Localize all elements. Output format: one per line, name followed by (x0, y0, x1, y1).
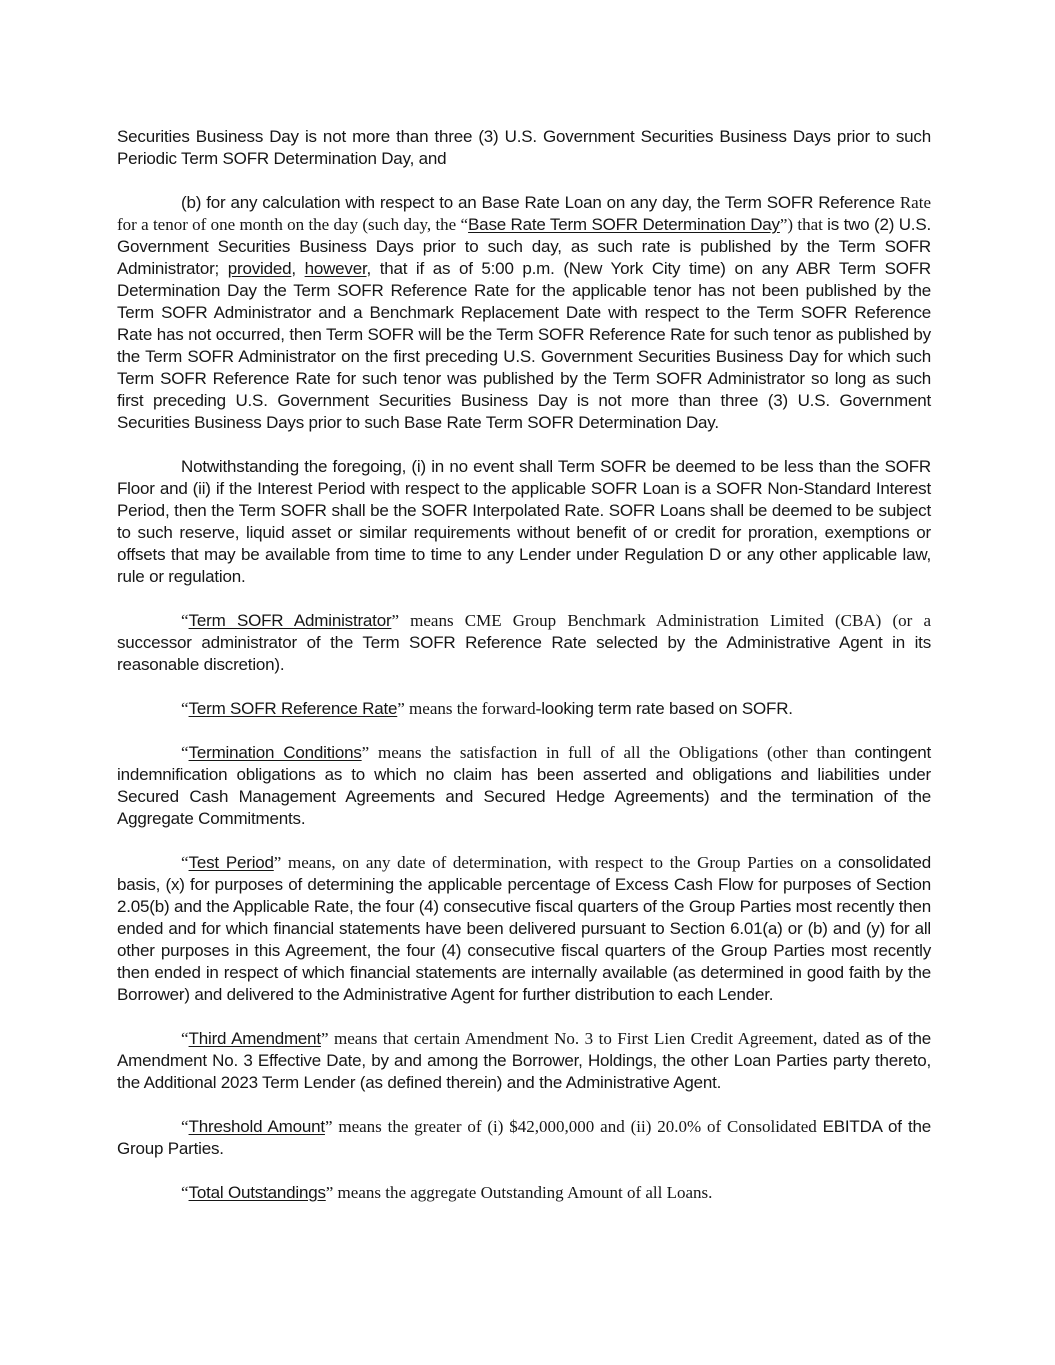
defined-term-term-sofr-reference-rate: Term SOFR Reference Rate (188, 699, 398, 718)
text-segment: consolidated basis, (x) for purposes of determining the applicable percentage of Excess Cash Flow for purposes of Section 2.05(b) and the Applicable Rate, the four (4) consecutive fiscal quarters of the Group Parties most recently then ended and for which financial statements have been delivered pursuant to Section 6.01(a) or (b) and (y) for all other purposes in this Agreement, the four (4) consecutive fiscal quarters of the Group Parties most recently then ended in respect of which financial statements are internally available (as determined in good faith by the Borrower) and delivered to the Administrative Agent for further distribution to each Lender. (117, 853, 931, 1004)
paragraph-notwithstanding (117, 456, 931, 588)
definition-threshold-amount (117, 1116, 931, 1160)
defined-term-total-outstandings: Total Outstandings (188, 1183, 326, 1202)
text-segment: “ (181, 1117, 189, 1136)
text-segment: is two (2) U.S. Government Securities Business Days prior to such day, as such rate is published by the Term SOFR Administrator; (117, 215, 931, 278)
definition-termination-conditions (117, 742, 931, 830)
defined-term-third-amendment: Third Amendment (188, 1029, 321, 1048)
text-segment: successor administrator of the Term SOFR Reference Rate selected by the Administrative Agent in its reasonable discretion). (117, 633, 931, 674)
text-segment: ” means the greater of (i) $42,000,000 and (ii) 20.0% of Consolidated (324, 1117, 823, 1136)
text-segment: ” means the aggregate Outstanding Amount of all Loans. (325, 1183, 713, 1202)
text-segment: “ (181, 699, 189, 718)
definition-term-sofr-administrator (117, 610, 931, 676)
text-segment: contingent indemnification obligations as to which no claim has been asserted and obligations and liabilities under Secured Cash Management Agreements and Secured Hedge Agreements) and the termination of the Aggregate Commitments. (117, 743, 931, 828)
emphasized-term-provided: provided (227, 259, 292, 278)
definition-third-amendment (117, 1028, 931, 1094)
text-segment: Notwithstanding the foregoing, (i) in no event shall Term SOFR be deemed to be less than the SOFR Floor and (ii) if the Interest Period with respect to the applicable SOFR Loan is a SOFR Non-Standard Interest Period, then the Term SOFR shall be the SOFR Interpolated Rate. SOFR Loans shall be deemed to be subject to such reserve, liquid asset or similar requirements without benefit of or credit for proration, exemptions or offsets that may be available from time to time to any Lender under Regulation D or any other applicable law, rule or regulation. (117, 457, 931, 586)
definition-test-period (117, 852, 931, 1006)
text-segment: Rate for a tenor of one month on the day (such day, the “ (117, 193, 931, 234)
emphasized-term-however: however (304, 259, 367, 278)
text-segment: EBITDA of the Group Parties. (117, 1117, 931, 1158)
text-segment: (b) for any calculation with respect to an Base Rate Loan on any day, the Term SOFR Reference (181, 193, 900, 212)
defined-term-termination-conditions: Termination Conditions (188, 743, 362, 762)
text-segment: Securities Business Day is not more than three (3) U.S. Government Securities Business Days prior to such Periodic Term SOFR Determination Day, and (117, 127, 931, 168)
text-segment: “ (181, 611, 189, 630)
text-segment: , that if as of 5:00 p.m. (New York City time) on any ABR Term SOFR Determination Day the Term SOFR Reference Rate for the applicable tenor has not been published by the Term SOFR Administrator and a Benchmark Replacement Date with respect to the Term SOFR Reference Rate has not occurred, then Term SOFR will be the Term SOFR Reference Rate for such tenor as published by the Term SOFR Administrator on the first preceding U.S. Government Securities Business Day for which such Term SOFR Reference Rate for such tenor was published by the Term SOFR Administrator so long as such first preceding U.S. Government Securities Business Day is not more than three (3) U.S. Government Securities Business Days prior to such Base Rate Term SOFR Determination Day. (117, 259, 931, 432)
text-segment: ” means the forward- (397, 699, 542, 718)
text-segment: ” means that certain Amendment No. 3 to First Lien Credit Agreement, dated (320, 1029, 866, 1048)
defined-term-term-sofr-administrator: Term SOFR Administrator (188, 611, 392, 630)
defined-term-base-rate-term-sofr-determination-day: Base Rate Term SOFR Determination Day (468, 215, 780, 234)
text-segment: , (291, 259, 305, 278)
text-segment: “ (181, 743, 189, 762)
text-segment: ” means CME Group Benchmark Administration Limited (CBA) (or a (391, 611, 931, 630)
paragraph-clause-b (117, 192, 931, 434)
definition-total-outstandings (117, 1182, 931, 1204)
text-segment: as of the Amendment No. 3 Effective Date, by and among the Borrower, Holdings, the other Loan Parties party thereto, the Additional 2023 Term Lender (as defined therein) and the Administrative Agent. (117, 1029, 931, 1092)
text-segment: “ (181, 1183, 189, 1202)
text-segment: ” means, on any date of determination, with respect to the Group Parties on a (273, 853, 838, 872)
text-segment: looking term rate based on SOFR. (541, 699, 793, 718)
text-segment: “ (181, 1029, 189, 1048)
text-segment: “ (181, 853, 189, 872)
paragraph-continuation (117, 126, 931, 170)
defined-term-threshold-amount: Threshold Amount (188, 1117, 325, 1136)
document-content (117, 126, 931, 1204)
definition-term-sofr-reference-rate (117, 698, 931, 720)
text-segment: ” means the satisfaction in full of all the Obligations (other than (361, 743, 855, 762)
text-segment: ”) that (779, 215, 828, 234)
defined-term-test-period: Test Period (188, 853, 274, 872)
